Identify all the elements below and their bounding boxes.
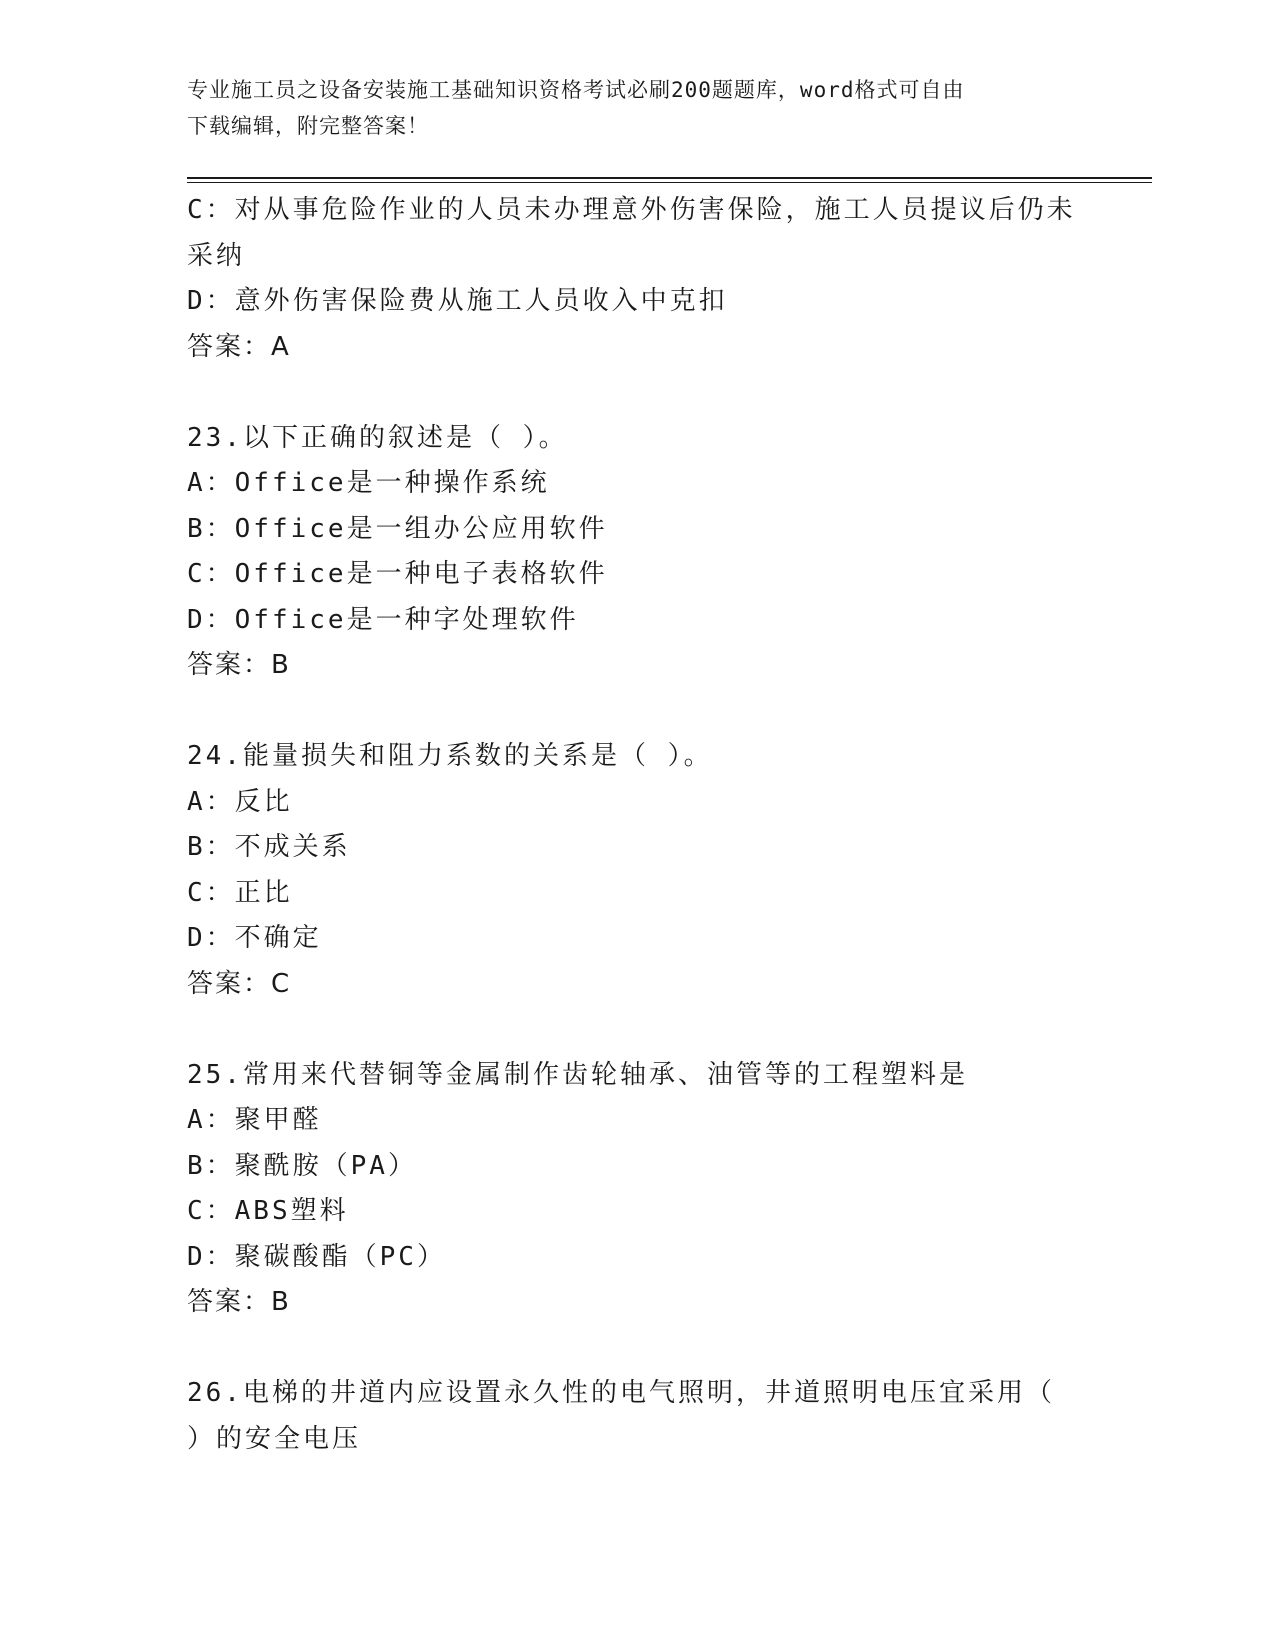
option-c: C：正比 — [187, 877, 293, 908]
spacer — [187, 689, 1097, 735]
answer-line: 答案：B — [187, 1287, 291, 1317]
answer-line: 答案：B — [187, 650, 291, 680]
option-d: D：意外伤害保险费从施工人员收入中克扣 — [187, 286, 728, 316]
question-26 — [187, 1371, 1097, 1462]
question-stem: 25.常用来代替铜等金属制作齿轮轴承、油管等的工程塑料是 — [187, 1059, 968, 1090]
question-23 — [187, 416, 1097, 689]
option-b: B：聚酰胺（PA） — [187, 1150, 417, 1181]
spacer — [187, 370, 1097, 416]
option-d: D：不确定 — [187, 923, 322, 953]
question-stem-continued: ）的安全电压 — [187, 1423, 362, 1454]
option-b: B：不成关系 — [187, 832, 351, 862]
question-stem: 24.能量损失和阻力系数的关系是（ ）。 — [187, 741, 713, 771]
option-d: D：聚碳酸酯（PC） — [187, 1241, 446, 1272]
option-a: A：Office是一种操作系统 — [187, 468, 550, 498]
header-title-line-1: 专业施工员之设备安装施工基础知识资格考试必刷200题题库，word格式可自由 — [187, 78, 965, 102]
spacer — [187, 1007, 1097, 1053]
header-title-line-2: 下载编辑，附完整答案！ — [187, 114, 429, 138]
question-22-tail — [187, 188, 1097, 370]
header-divider-thick — [187, 177, 1152, 179]
answer-line: 答案：A — [187, 331, 291, 362]
question-stem: 23.以下正确的叙述是（ ）。 — [187, 422, 568, 453]
option-c: C：ABS塑料 — [187, 1196, 349, 1226]
answer-line: 答案：C — [187, 968, 292, 999]
option-c: C：对从事危险作业的人员未办理意外伤害保险，施工人员提议后仍未 — [187, 195, 1076, 225]
option-c-continued: 采纳 — [187, 240, 246, 271]
question-25 — [187, 1053, 1097, 1326]
question-list — [187, 188, 1097, 1462]
option-a: A：反比 — [187, 786, 293, 817]
option-d: D：Office是一种字处理软件 — [187, 604, 579, 635]
question-stem: 26.电梯的井道内应设置永久性的电气照明，井道照明电压宜采用（ — [187, 1378, 1055, 1408]
option-a: A：聚甲醛 — [187, 1105, 322, 1135]
header-divider-thin — [187, 182, 1152, 183]
document-header — [187, 72, 1087, 144]
question-24 — [187, 734, 1097, 1007]
spacer — [187, 1326, 1097, 1372]
option-b: B：Office是一组办公应用软件 — [187, 513, 608, 544]
option-c: C：Office是一种电子表格软件 — [187, 559, 608, 589]
